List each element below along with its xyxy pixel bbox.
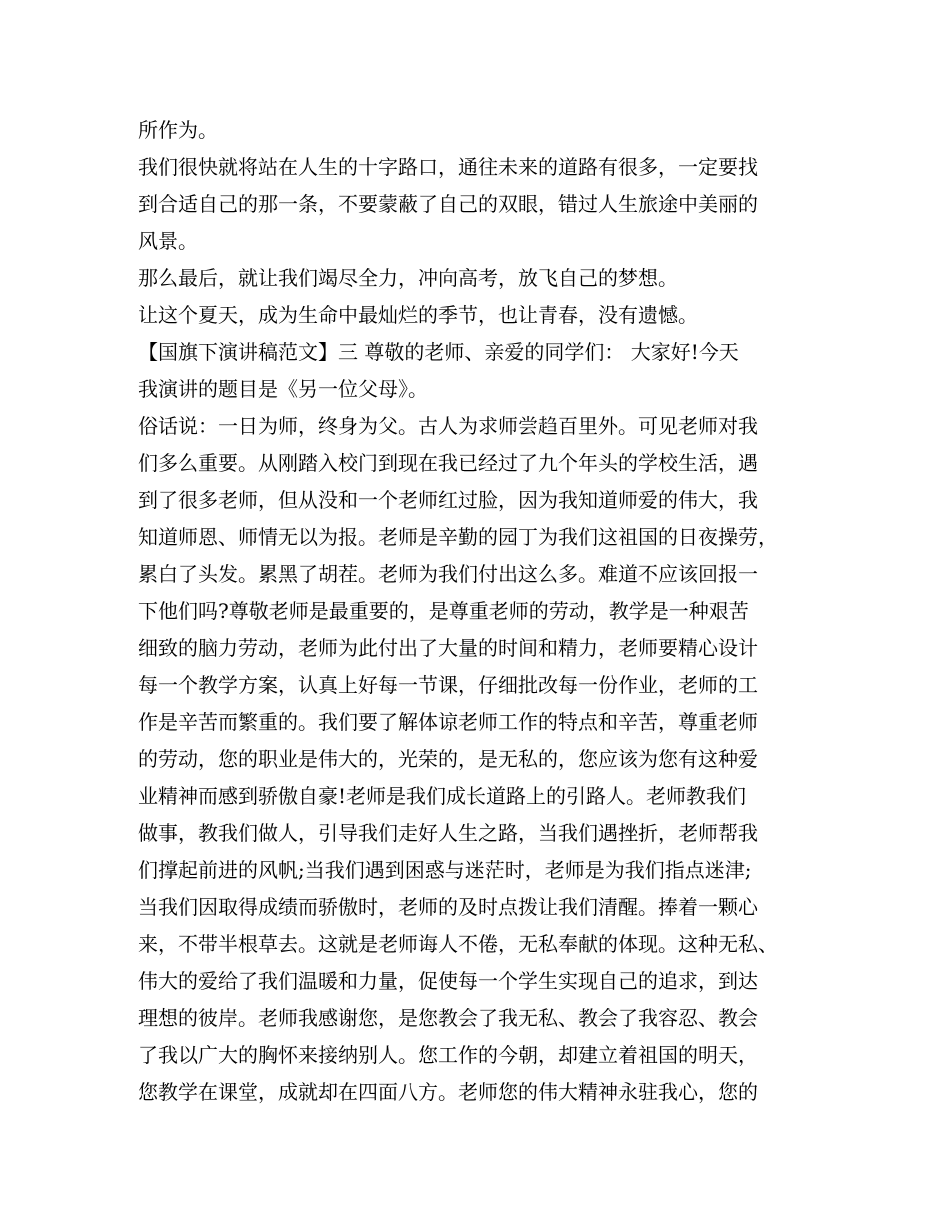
text-line: 理想的彼岸。老师我感谢您，是您教会了我无私、教会了我容忍、教会	[138, 1006, 758, 1030]
text-line: 您教学在课堂，成就却在四面八方。老师您的伟大精神永驻我心，您的	[138, 1080, 758, 1104]
text-line: 我演讲的题目是《另一位父母》。	[138, 377, 428, 401]
text-line: 到合适自己的那一条，不要蒙蔽了自己的双眼，错过人生旅途中美丽的	[138, 192, 758, 216]
text-line: 每一个教学方案，认真上好每一节课，仔细批改每一份作业，老师的工	[138, 673, 758, 697]
text-line: 当我们因取得成绩而骄傲时，老师的及时点拨让我们清醒。捧着一颗心	[138, 895, 758, 919]
section-heading-line: 【国旗下演讲稿范文】三 尊敬的老师、亲爱的同学们： 大家好!今天	[138, 340, 739, 364]
text-line: 累白了头发。累黑了胡茬。老师为我们付出这么多。难道不应该回报一	[138, 562, 758, 586]
document-page	[138, 112, 838, 1111]
text-line: 让这个夏天，成为生命中最灿烂的季节，也让青春，没有遗憾。	[138, 303, 698, 327]
text-line: 做事，教我们做人，引导我们走好人生之路，当我们遇挫折，老师帮我	[138, 821, 758, 845]
text-line: 下他们吗?尊敬老师是最重要的，是尊重老师的劳动，教学是一种艰苦	[138, 599, 749, 623]
text-line: 业精神而感到骄傲自豪!老师是我们成长道路上的引路人。老师教我们	[138, 784, 747, 808]
text-line: 那么最后，就让我们竭尽全力，冲向高考，放飞自己的梦想。	[138, 266, 678, 290]
text-line: 风景。	[138, 229, 198, 253]
text-line: 俗话说：一日为师，终身为父。古人为求师尝趋百里外。可见老师对我	[138, 414, 758, 438]
text-line: 们多么重要。从刚踏入校门到现在我已经过了九个年头的学校生活，遇	[138, 451, 758, 475]
text-line: 作是辛苦而繁重的。我们要了解体谅老师工作的特点和辛苦，尊重老师	[138, 710, 758, 734]
text-line: 我们很快就将站在人生的十字路口，通往未来的道路有很多，一定要找	[138, 155, 758, 179]
text-line: 到了很多老师，但从没和一个老师红过脸，因为我知道师爱的伟大，我	[138, 488, 758, 512]
text-line: 所作为。	[138, 118, 218, 142]
text-line: 们撑起前进的风帆;当我们遇到困惑与迷茫时，老师是为我们指点迷津;	[138, 858, 752, 882]
text-line: 知道师恩、师情无以为报。老师是辛勤的园丁为我们这祖国的日夜操劳，	[138, 525, 778, 549]
text-line: 来，不带半根草去。这就是老师诲人不倦，无私奉献的体现。这种无私、	[138, 932, 778, 956]
text-line: 的劳动，您的职业是伟大的，光荣的，是无私的，您应该为您有这种爱	[138, 747, 758, 771]
text-line: 伟大的爱给了我们温暖和力量，促使每一个学生实现自己的追求，到达	[138, 969, 758, 993]
text-line: 了我以广大的胸怀来接纳别人。您工作的今朝，却建立着祖国的明天，	[138, 1043, 758, 1067]
text-line: 细致的脑力劳动，老师为此付出了大量的时间和精力，老师要精心设计	[138, 636, 758, 660]
